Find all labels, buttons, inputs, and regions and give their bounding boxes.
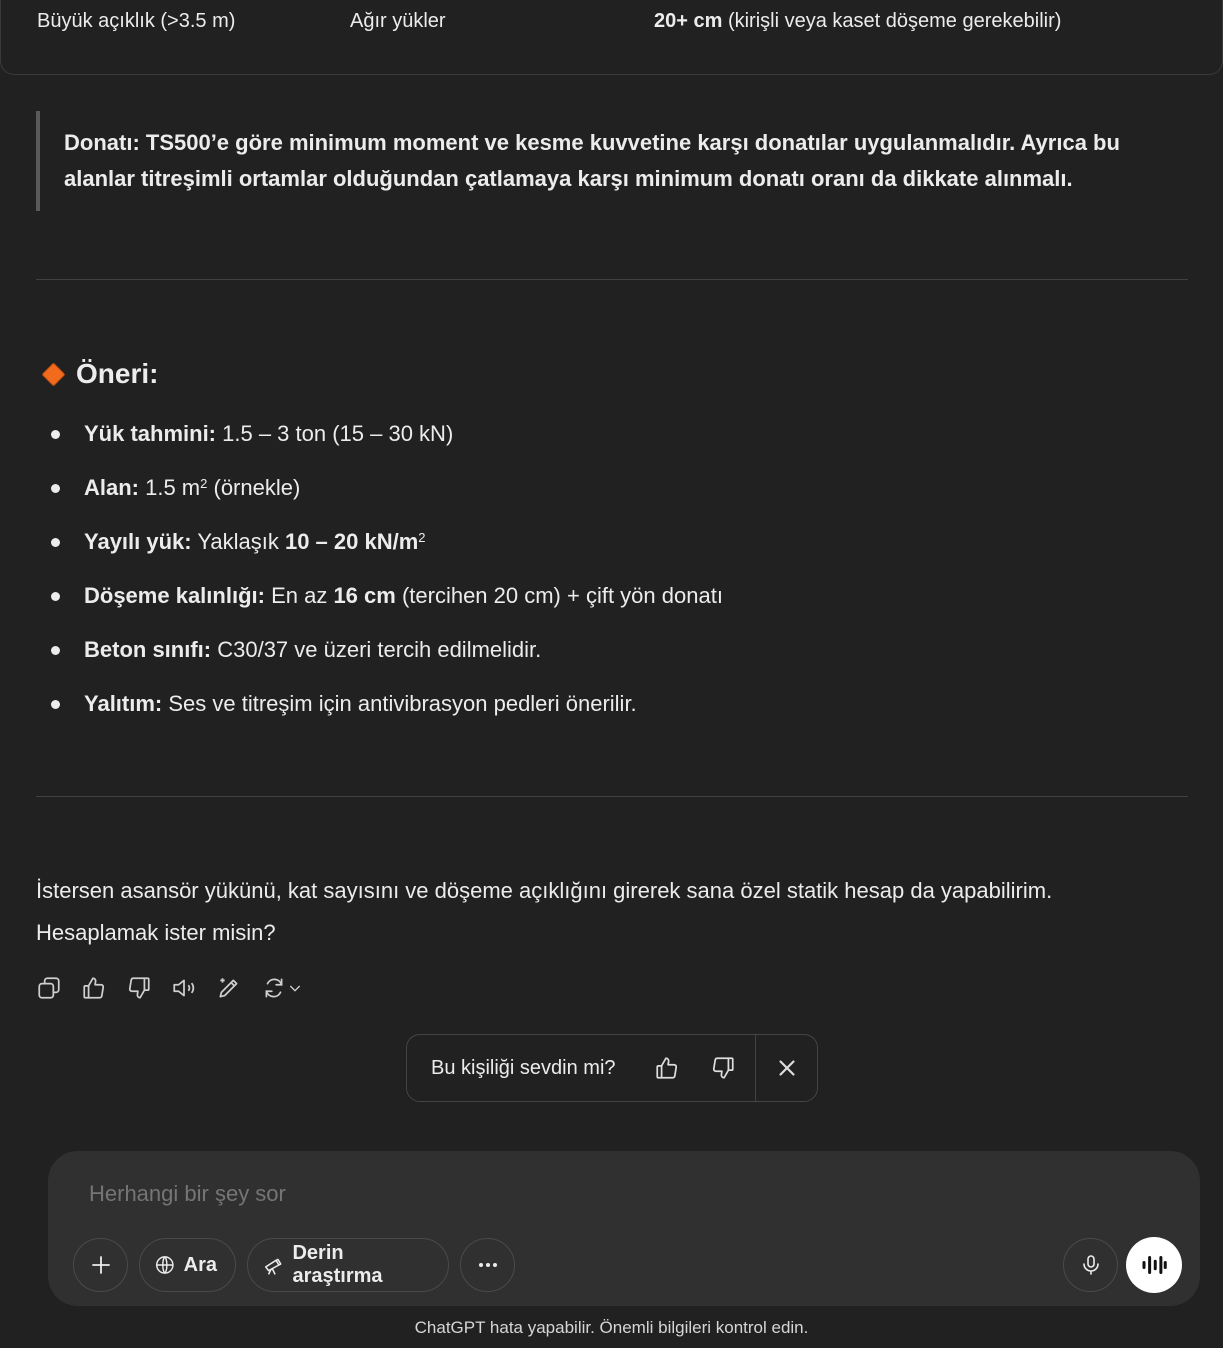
list-item: Döşeme kalınlığı: En az 16 cm (tercihen 20 cm) + çift yön donatı (50, 578, 723, 632)
copy-button[interactable] (36, 970, 81, 1006)
thumbs-down-icon (710, 1055, 736, 1081)
bad-response-button[interactable] (126, 970, 171, 1006)
close-icon (774, 1055, 800, 1081)
edit-button[interactable] (216, 970, 261, 1006)
list-item: Alan: 1.5 $m^2$ (örnekle) (50, 470, 723, 524)
globe-icon (154, 1253, 176, 1277)
divider (36, 279, 1188, 280)
table-cell: Büyük açıklık (>3.5 m) (37, 10, 236, 32)
attach-button[interactable] (73, 1238, 128, 1292)
regenerate-button[interactable] (261, 970, 321, 1006)
voice-waveform-icon (1139, 1250, 1169, 1280)
thumbs-up-icon (81, 975, 107, 1001)
message-actions (36, 970, 321, 1006)
speaker-icon (171, 975, 197, 1001)
dictate-button[interactable] (1063, 1238, 1118, 1292)
divider (36, 796, 1188, 797)
telescope-icon (262, 1253, 284, 1277)
edit-icon (216, 975, 242, 1001)
recommendation-list (50, 416, 723, 740)
blockquote: Donatı: TS500’e göre minimum moment ve kesme kuvvetine karşı donatılar uygulanmalıdır. Ayrıca bu alanlar titreşimli ortamlar olduğundan çatlamaya karşı minimum donatı oranı da dikkate alınmalı. (36, 111, 1186, 211)
prompt-input[interactable] (89, 1181, 989, 1207)
list-item: Yalıtım: Ses ve titreşim için antivibrasyon pedleri önerilir. (50, 686, 723, 740)
plus-icon (89, 1253, 113, 1277)
copy-icon (36, 975, 62, 1001)
section-heading: Öneri: (40, 358, 158, 390)
table-cell: Ağır yükler (350, 10, 446, 32)
orange-diamond-icon (41, 362, 65, 386)
deep-research-button[interactable]: Derin araştırma (247, 1238, 449, 1292)
disclaimer: ChatGPT hata yapabilir. Önemli bilgileri kontrol edin. (414, 1318, 809, 1337)
thumbs-up-icon (654, 1055, 680, 1081)
feedback-question: Bu kişiliği sevdin mi? (431, 1056, 616, 1079)
thumbs-down-icon (126, 975, 152, 1001)
microphone-icon (1079, 1253, 1103, 1277)
more-tools-button[interactable] (460, 1238, 515, 1292)
feedback-like-button[interactable] (639, 1035, 695, 1101)
list-item: Yayılı yük: Yaklaşık 10 – 20 $kN/m^2$ (50, 524, 723, 578)
read-aloud-button[interactable] (171, 970, 216, 1006)
voice-mode-button[interactable] (1126, 1237, 1182, 1293)
chevron-down-icon (287, 980, 303, 996)
table-fragment (0, 0, 1223, 75)
good-response-button[interactable] (81, 970, 126, 1006)
table-cell: 20+ cm (kirişli veya kaset döşeme gerekebilir) (654, 10, 1062, 32)
list-item: Yük tahmini: 1.5 – 3 ton (15 – 30 kN) (50, 416, 723, 470)
regenerate-icon (261, 975, 287, 1001)
feedback-close-button[interactable] (756, 1035, 817, 1101)
closing-paragraph: İstersen asansör yükünü, kat sayısını ve döşeme açıklığını girerek sana özel statik hesap da yapabilirim. Hesaplamak ister misin? (36, 878, 1053, 945)
more-icon (476, 1253, 500, 1277)
search-button[interactable]: Ara (139, 1238, 236, 1292)
list-item: Beton sınıfı: C30/37 ve üzeri tercih edilmelidir. (50, 632, 723, 686)
personality-feedback (406, 1034, 818, 1102)
feedback-dislike-button[interactable] (695, 1035, 751, 1101)
composer (48, 1151, 1200, 1306)
